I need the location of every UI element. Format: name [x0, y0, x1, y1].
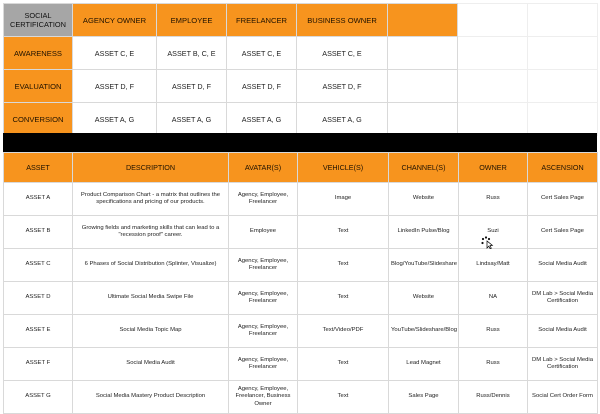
table-row [4, 315, 598, 348]
avatars-cell: Agency, Employee, Freelancer [229, 282, 298, 315]
channels-cell: LinkedIn Pulse/Blog [389, 216, 459, 249]
table-row [4, 381, 598, 414]
avatars-cell: Agency, Employee, Freelancer, Business Owner [229, 381, 298, 414]
asset-cell: ASSET G [4, 381, 73, 414]
description-cell: Growing fields and marketing skills that can lead to a "recession proof" career. [73, 216, 229, 249]
empty-cell [528, 103, 598, 136]
vehicles-cell: Text [298, 381, 389, 414]
ascension-cell: Cert Sales Page [528, 216, 598, 249]
matrix-cell: ASSET A, G [157, 103, 227, 136]
matrix-row-awareness [4, 37, 598, 70]
asset-cell: ASSET C [4, 249, 73, 282]
description-cell: Product Comparison Chart - a matrix that outlines the specifications and pricing of our products. [73, 183, 229, 216]
matrix-cell: ASSET D, F [157, 70, 227, 103]
column-header-employee: EMPLOYEE [157, 4, 227, 37]
empty-cell [388, 70, 458, 103]
asset-cell: ASSET A [4, 183, 73, 216]
channels-cell: Website [389, 183, 459, 216]
avatars-cell: Agency, Employee, Freelancer [229, 183, 298, 216]
avatars-cell: Agency, Employee, Freelancer [229, 348, 298, 381]
description-cell: Social Media Topic Map [73, 315, 229, 348]
avatars-cell: Agency, Employee, Freelancer [229, 315, 298, 348]
empty-cell [458, 37, 528, 70]
matrix-cell: ASSET C, E [227, 37, 297, 70]
column-header-description: DESCRIPTION [73, 153, 229, 183]
channels-cell: Website [389, 282, 459, 315]
empty-cell [388, 103, 458, 136]
empty-cell [388, 37, 458, 70]
column-header-avatars: AVATAR(S) [229, 153, 298, 183]
column-header-business-owner: BUSINESS OWNER [297, 4, 388, 37]
matrix-cell: ASSET A, G [73, 103, 157, 136]
avatars-cell: Employee [229, 216, 298, 249]
empty-cell [528, 4, 598, 37]
table-row [4, 249, 598, 282]
column-header-owner: OWNER [459, 153, 528, 183]
owner-cell: NA [459, 282, 528, 315]
owner-cell: Suzi [459, 216, 528, 249]
row-label: EVALUATION [4, 70, 73, 103]
vehicles-cell: Text [298, 216, 389, 249]
owner-cell: Russ [459, 348, 528, 381]
column-header-agency-owner: AGENCY OWNER [73, 4, 157, 37]
empty-cell [458, 103, 528, 136]
column-header-ascension: ASCENSION [528, 153, 598, 183]
avatars-cell: Agency, Employee, Freelancer [229, 249, 298, 282]
vehicles-cell: Text [298, 282, 389, 315]
matrix-cell: ASSET D, F [227, 70, 297, 103]
description-cell: Social Media Audit [73, 348, 229, 381]
matrix-row-evaluation [4, 70, 598, 103]
owner-cell: Russ [459, 183, 528, 216]
owner-cell: Russ [459, 315, 528, 348]
description-cell: Ultimate Social Media Swipe File [73, 282, 229, 315]
section-divider-band [3, 133, 597, 152]
owner-cell: Lindsay/Matt [459, 249, 528, 282]
table-row [4, 183, 598, 216]
certification-matrix [3, 3, 598, 136]
matrix-corner-label: SOCIAL CERTIFICATION [4, 4, 73, 37]
busy-cursor-icon [480, 235, 494, 249]
description-cell: 6 Phases of Social Distribution (Splinter, Visualize) [73, 249, 229, 282]
matrix-cell: ASSET D, F [73, 70, 157, 103]
description-cell: Social Media Mastery Product Description [73, 381, 229, 414]
asset-table [3, 152, 598, 414]
ascension-cell: Cert Sales Page [528, 183, 598, 216]
channels-cell: Lead Magnet [389, 348, 459, 381]
matrix-cell: ASSET D, F [297, 70, 388, 103]
asset-cell: ASSET F [4, 348, 73, 381]
empty-header-cell [388, 4, 458, 37]
asset-cell: ASSET E [4, 315, 73, 348]
column-header-asset: ASSET [4, 153, 73, 183]
column-header-vehicles: VEHICLE(S) [298, 153, 389, 183]
asset-cell: ASSET B [4, 216, 73, 249]
row-label: CONVERSION [4, 103, 73, 136]
row-label: AWARENESS [4, 37, 73, 70]
table-row [4, 216, 598, 249]
empty-cell [458, 4, 528, 37]
vehicles-cell: Text [298, 348, 389, 381]
matrix-cell: ASSET B, C, E [157, 37, 227, 70]
empty-cell [458, 70, 528, 103]
empty-cell [528, 70, 598, 103]
ascension-cell: Social Cert Order Form [528, 381, 598, 414]
channels-cell: YouTube/Slideshare/Blog [389, 315, 459, 348]
ascension-cell: Social Media Audit [528, 249, 598, 282]
vehicles-cell: Text/Video/PDF [298, 315, 389, 348]
matrix-cell: ASSET A, G [227, 103, 297, 136]
asset-cell: ASSET D [4, 282, 73, 315]
channels-cell: Sales Page [389, 381, 459, 414]
ascension-cell: DM Lab > Social Media Certification [528, 282, 598, 315]
ascension-cell: Social Media Audit [528, 315, 598, 348]
vehicles-cell: Image [298, 183, 389, 216]
vehicles-cell: Text [298, 249, 389, 282]
asset-table-header [4, 153, 598, 183]
matrix-cell: ASSET C, E [73, 37, 157, 70]
column-header-freelancer: FREELANCER [227, 4, 297, 37]
matrix-cell: ASSET C, E [297, 37, 388, 70]
column-header-channels: CHANNEL(S) [389, 153, 459, 183]
matrix-cell: ASSET A, G [297, 103, 388, 136]
empty-cell [528, 37, 598, 70]
channels-cell: Blog/YouTube/Slideshare [389, 249, 459, 282]
table-row [4, 348, 598, 381]
table-row [4, 282, 598, 315]
matrix-row-conversion [4, 103, 598, 136]
owner-cell: Russ/Dennis [459, 381, 528, 414]
ascension-cell: DM Lab > Social Media Certification [528, 348, 598, 381]
